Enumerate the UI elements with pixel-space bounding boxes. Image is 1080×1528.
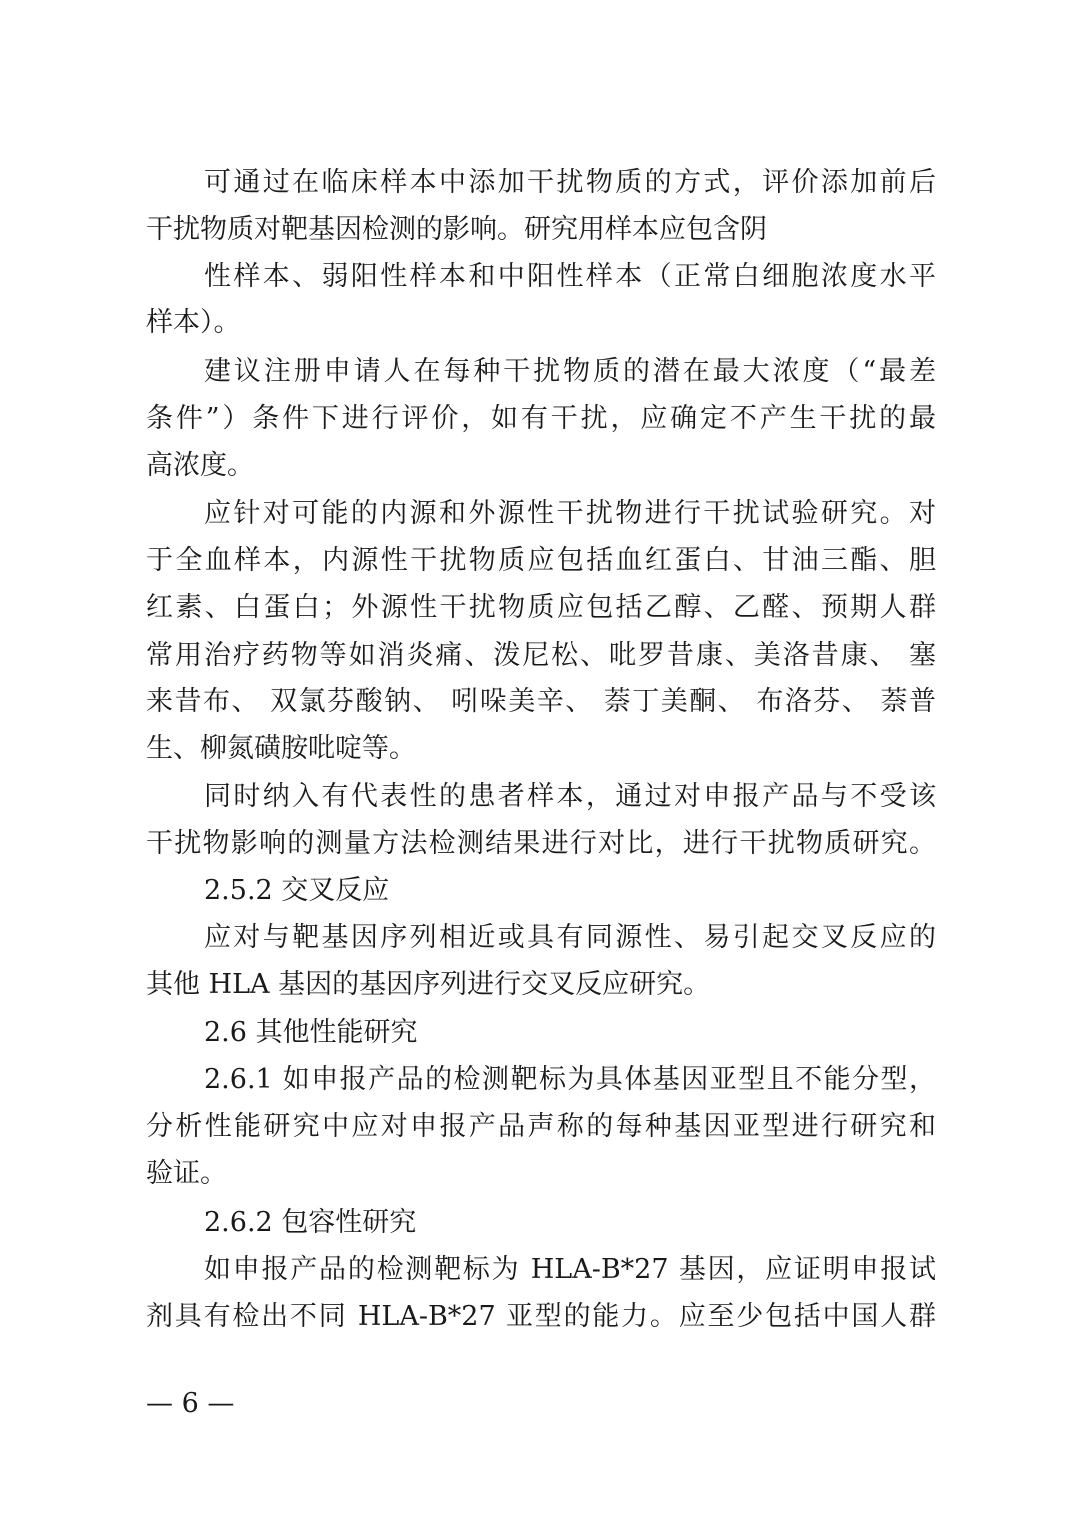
text-line: 常用治疗药物等如消炎痛、泼尼松、吡罗昔康、美洛昔康、 塞 <box>146 640 936 671</box>
text-line: 验证。 <box>146 1158 227 1189</box>
text-line: 同时纳入有代表性的患者样本，通过对申报产品与不受该 <box>204 781 936 812</box>
text-line: 于全血样本，内源性干扰物质应包括血红蛋白、甘油三酯、胆 <box>146 545 936 576</box>
text-line: 分析性能研究中应对申报产品声称的每种基因亚型进行研究和 <box>146 1111 936 1142</box>
text-line: 应对与靶基因序列相近或具有同源性、易引起交叉反应的 <box>204 922 936 953</box>
text-line: 条件”）条件下进行评价，如有干扰，应确定不产生干扰的最 <box>146 403 936 434</box>
text-line: 来昔布、 双氯芬酸钠、 吲哚美辛、 萘丁美酮、 布洛芬、 萘普 <box>146 686 936 717</box>
text-line: 建议注册申请人在每种干扰物质的潜在最大浓度（“最差 <box>204 356 936 387</box>
text-line: 其他 HLA 基因的基因序列进行交叉反应研究。 <box>146 969 711 1000</box>
text-line: 2.5.2 交叉反应 <box>204 875 390 906</box>
text-line: 性样本、弱阳性样本和中阳性样本（正常白细胞浓度水平 <box>204 261 936 292</box>
text-line: 剂具有检出不同 HLA-B*27 亚型的能力。应至少包括中国人群 <box>146 1301 936 1332</box>
text-line: 2.6 其他性能研究 <box>204 1017 418 1048</box>
text-line: 应针对可能的内源和外源性干扰物进行干扰试验研究。对 <box>204 498 936 529</box>
text-line: 如申报产品的检测靶标为 HLA-B*27 基因，应证明申报试 <box>204 1254 936 1285</box>
text-line: 高浓度。 <box>146 450 254 481</box>
text-line: 2.6.1 如申报产品的检测靶标为具体基因亚型且不能分型， <box>204 1064 936 1095</box>
text-line: 可通过在临床样本中添加干扰物质的方式，评价添加前后 <box>204 167 936 198</box>
text-line: 2.6.2 包容性研究 <box>204 1207 417 1238</box>
text-line: 生、柳氮磺胺吡啶等。 <box>146 733 416 764</box>
text-line: 干扰物质对靶基因检测的影响。研究用样本应包含阴 <box>146 214 767 245</box>
text-line: 干扰物影响的测量方法检测结果进行对比，进行干扰物质研究。 <box>146 828 936 859</box>
text-line: 样本）。 <box>146 307 241 338</box>
text-line: 红素、白蛋白；外源性干扰物质应包括乙醇、乙醛、预期人群 <box>146 592 936 623</box>
page-number: — 6 — <box>146 1388 235 1419</box>
